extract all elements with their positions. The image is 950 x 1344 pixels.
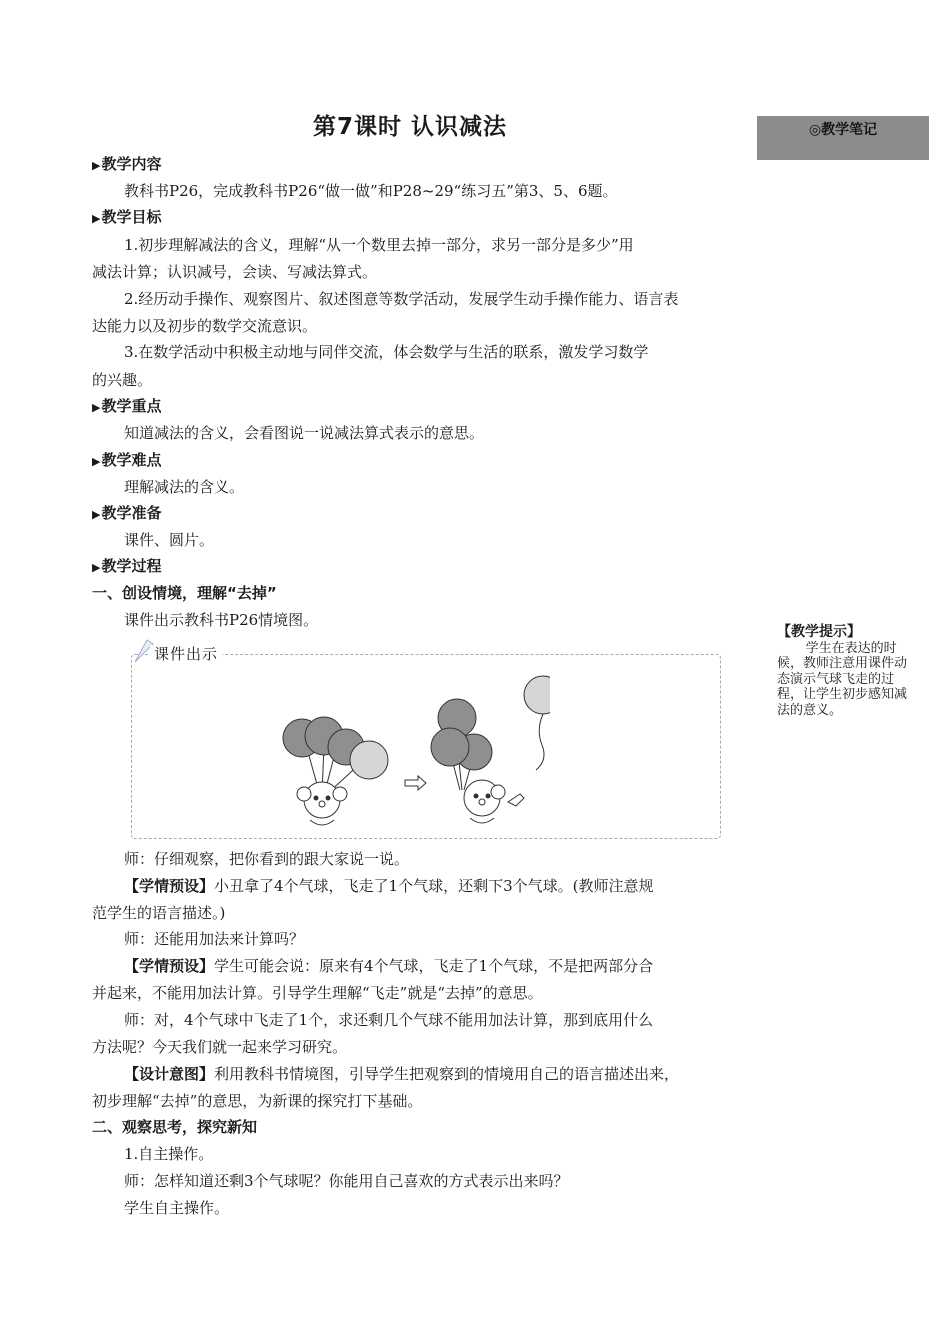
teacher-line-3-2: 方法呢？今天我们就一起来学习研究。 xyxy=(92,1038,348,1056)
goal-2-line-2: 达能力以及初步的数学交流意识。 xyxy=(92,317,318,335)
section-heading-difficulty: ▶教学难点 xyxy=(92,451,162,469)
arrow-icon xyxy=(405,776,426,790)
teaching-hint xyxy=(777,625,911,719)
content-text: 教科书P26，完成教科书P26“做一做”和P28~29“练习五”第3、5、6题。 xyxy=(124,182,618,200)
design-line-1: 【设计意图】利用教科书情境图，引导学生把观察到的情境用自己的语言描述出来， xyxy=(124,1065,680,1083)
preset-2-line-1: 【学情预设】学生可能会说：原来有4个气球，飞走了1个气球，不是把两部分合 xyxy=(124,957,654,975)
preset-1-line-2: 范学生的语言描述。) xyxy=(92,904,226,922)
triangle-icon: ▶ xyxy=(92,561,101,574)
part-1-show: 课件出示教科书P26情境图。 xyxy=(124,611,319,629)
teaching-notes-header: ◎教学笔记 xyxy=(757,116,929,160)
teacher-line-2: 师：还能用加法来计算吗？ xyxy=(124,930,305,948)
balloon xyxy=(431,728,469,766)
hint-title: 【教学提示】 xyxy=(777,624,861,640)
prep-text: 课件、圆片。 xyxy=(124,531,215,549)
page-title: 第7课时 认识减法 xyxy=(312,114,507,140)
section-heading-key: ▶教学重点 xyxy=(92,397,162,415)
section-heading-content: ▶教学内容 xyxy=(92,155,162,173)
triangle-icon: ▶ xyxy=(92,401,101,414)
triangle-icon: ▶ xyxy=(92,508,101,521)
goal-1-line-2: 减法计算；认识减号，会读、写减法算式。 xyxy=(92,263,378,281)
section-heading-goals: ▶教学目标 xyxy=(92,208,162,226)
section-heading-process: ▶教学过程 xyxy=(92,557,162,575)
triangle-icon: ▶ xyxy=(92,159,101,172)
part-2-title: 二、观察思考，探究新知 xyxy=(92,1118,258,1136)
design-line-2: 初步理解“去掉”的意思，为新课的探究打下基础。 xyxy=(92,1092,423,1110)
key-text: 知道减法的含义，会看图说一说减法算式表示的意思。 xyxy=(124,424,485,442)
part-2-step-1: 1.自主操作。 xyxy=(124,1145,214,1163)
goal-1-line-1: 1.初步理解减法的含义，理解“从一个数里去掉一部分，求另一部分是多少”用 xyxy=(124,236,634,254)
hint-body: 学生在表达的时候，教师注意用课件动态演示气球飞走的过程，让学生初步感知减法的意义。 xyxy=(777,640,908,718)
goal-2-line-1: 2.经历动手操作、观察图片、叙述图意等数学活动，发展学生动手操作能力、语言表 xyxy=(124,290,679,308)
teacher-line-3-1: 师：对，4个气球中飞走了1个，求还剩几个气球不能用加法计算，那到底用什么 xyxy=(124,1011,654,1029)
triangle-icon: ▶ xyxy=(92,455,101,468)
difficulty-text: 理解减法的含义。 xyxy=(124,478,245,496)
teacher-line-1: 师：仔细观察，把你看到的跟大家说一说。 xyxy=(124,850,410,868)
preset-1-line-1: 【学情预设】小丑拿了4个气球，飞走了1个气球，还剩下3个气球。(教师注意规 xyxy=(124,877,654,895)
part-2-teacher: 师：怎样知道还剩3个气球呢？你能用自己喜欢的方式表示出来吗？ xyxy=(124,1172,569,1190)
preset-2-line-2: 并起来，不能用加法计算。引导学生理解“飞走”就是“去掉”的意思。 xyxy=(92,984,543,1002)
triangle-icon: ▶ xyxy=(92,212,101,225)
balloon-scene-illustration xyxy=(270,670,550,835)
goal-3-line-1: 3.在数学活动中积极主动地与同伴交流，体会数学与生活的联系，激发学习数学 xyxy=(124,343,649,361)
part-1-title: 一、创设情境，理解“去掉” xyxy=(92,584,277,602)
courseware-label: 课件出示 xyxy=(150,645,222,663)
clown-with-four-balloons xyxy=(283,717,388,825)
goal-3-line-2: 的兴趣。 xyxy=(92,371,153,389)
part-2-student: 学生自主操作。 xyxy=(124,1199,230,1217)
balloon xyxy=(350,741,388,779)
balloon xyxy=(524,676,550,714)
clown-with-three-balloons xyxy=(431,676,550,823)
section-heading-prep: ▶教学准备 xyxy=(92,504,162,522)
